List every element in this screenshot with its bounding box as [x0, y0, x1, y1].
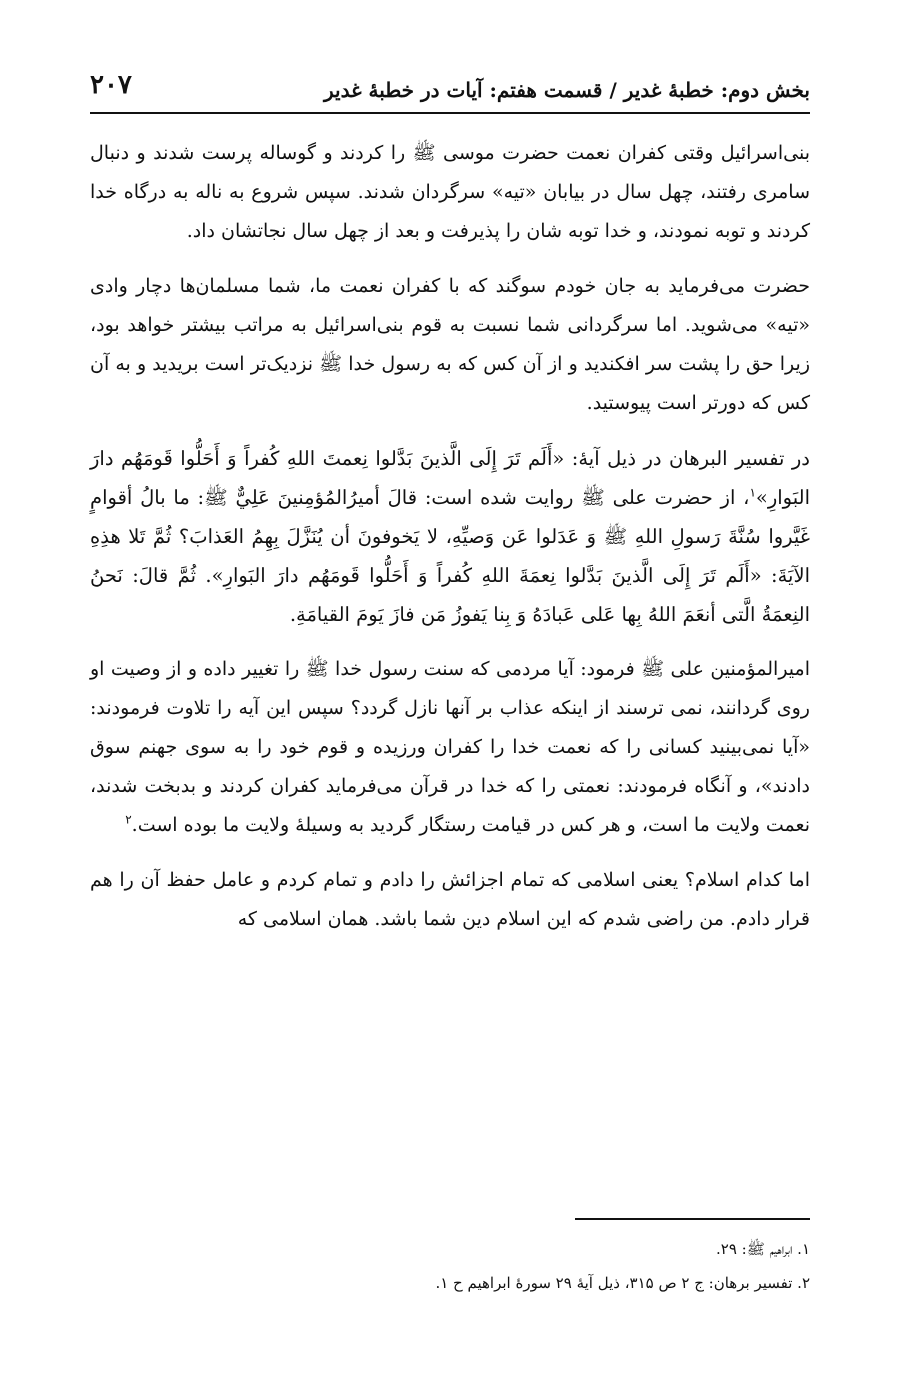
paragraph-5-text: اما کدام اسلام؟ یعنی اسلامی که تمام اجزائش را دادم و تمام کردم و عامل حفظ آن را هم قرار دادم. من راضی شدم که این اسلام دین شما باشد. همان اسلامی که: [90, 869, 810, 930]
paragraph-3-text-continued: ، از حضرت علی ﷺ روایت شده است: قالَ أميرُالمُؤمِنينَ عَلِيٌّ ﷺ: ما بالُ أقوامٍ غَيَّروا سُنَّةَ رَسولِ اللهِ ﷺ وَ عَدَلوا عَن وَصيِّهِ، لا يَخوفونَ أن يُنَزَّلَ بِهِمُ العَذابَ؟ ثُمَّ تَلا هذِهِ الآيَةَ: «أَلَم تَرَ إِلَى الَّذينَ بَدَّلوا نِعمَةَ اللهِ كُفراً وَ أَحَلُّوا قَومَهُم دارَ البَوارِ». ثُمَّ قالَ: نَحنُ النِعمَةُ الَّتى أنعَمَ اللهُ بِها عَلى عَبادَهُ وَ بِنا يَفوزُ مَن فازَ يَومَ القيامَةِ.: [90, 486, 810, 626]
paragraph-3: [90, 439, 810, 634]
footnote-divider: [575, 1218, 810, 1220]
page-number: ۲۰۷: [90, 70, 132, 100]
footnote-ref-2[interactable]: ۲: [125, 812, 132, 827]
paragraph-1-text: بنی‌اسرائیل وقتی کفران نعمت حضرت موسی ﷺ را کردند و گوساله پرست شدند و دنبال سامری رفتند، چهل سال در بیابان «تیه» سرگردان شدند. سپس شروع به ناله به درگاه خدا کردند و توبه نمودند، و خدا توبه شان را پذیرفت و بعد از چهل سال نجاتشان داد.: [90, 142, 810, 242]
footnote-ref-1[interactable]: ۱: [749, 485, 756, 500]
footnotes: [90, 1232, 810, 1300]
book-page: [90, 60, 810, 1370]
paragraph-4: [90, 650, 810, 845]
paragraph-4-text: امیرالمؤمنین علی ﷺ فرمود: آیا مردمی که سنت رسول خدا ﷺ را تغییر داده و از وصیت او روی گردانند، نمی ترسند از اینکه عذاب بر آنها نازل گردد؟ سپس این آیه را تلاوت فرمودند: «آیا نمی‌بینید کسانی را که نعمت خدا را کفران ورزیده و قوم خود را به سوی جهنم سوق دادند»، و آنگاه فرمودند: نعمتی را که خدا در قرآن می‌فرماید کفران کردند و بدبخت شدند، نعمت ولایت ما است، و هر کس در قیامت رستگار گردید به وسیلهٔ ولایت ما بوده است.: [90, 658, 810, 836]
page-header: [90, 60, 810, 114]
footnote-1: ۱. ابراهیم ﷺ: ۲۹.: [715, 1240, 810, 1258]
paragraph-5: [90, 861, 810, 939]
body-text: [90, 134, 810, 939]
paragraph-2: [90, 267, 810, 423]
footnote-2: ۲. تفسیر برهان: ج ۲ ص ۳۱۵، ذیل آیهٔ ۲۹ سورهٔ ابراهیم ح ۱.: [435, 1274, 810, 1292]
paragraph-2-text: حضرت می‌فرماید به جان خودم سوگند که با کفران نعمت ما، شما مسلمان‌ها دچار وادی «تیه» می‌شوید. اما سرگردانی شما نسبت به قوم بنی‌اسرائیل به مراتب بیشتر خواهد بود، زیرا حق را پشت سر افکندید و از آن کس که به رسول خدا ﷺ نزدیک‌تر است بریدید و به آن کس که دورتر است پیوستید.: [90, 275, 810, 414]
running-title: بخش دوم: خطبهٔ غدیر / قسمت هفتم: آیات در خطبهٔ غدیر: [323, 78, 810, 102]
paragraph-3-text: در تفسیر البرهان در ذیل آیهٔ: «أَلَم تَرَ إِلَى الَّذينَ بَدَّلوا نِعمتَ اللهِ كُفراً وَ أَحَلُّوا قَومَهُم دارَ البَوارِ»: [90, 447, 810, 509]
paragraph-1: [90, 134, 810, 251]
